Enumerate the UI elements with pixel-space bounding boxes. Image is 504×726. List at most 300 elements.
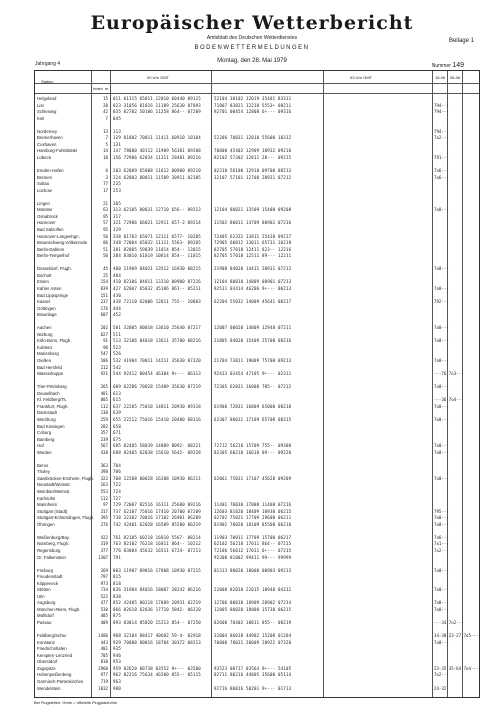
table-row xyxy=(35,502,479,508)
table-row xyxy=(35,607,479,613)
station-name: Mannheim xyxy=(37,502,58,508)
table-row xyxy=(35,430,479,436)
obs-extra: 24-32 xyxy=(434,685,447,691)
station-name: Bremen xyxy=(37,174,53,180)
station-height: 96 xyxy=(103,344,108,350)
table-row xyxy=(35,496,479,502)
table-row xyxy=(35,476,479,482)
obs-00: 929 70000 80016 18704 30372 08213 xyxy=(113,639,201,645)
table-row xyxy=(35,253,479,259)
obs-03: 12805 80020 18808 15730 06215 xyxy=(214,606,292,612)
station-name: Wasserkuppe xyxy=(37,371,64,377)
station-name: Klippeneck xyxy=(37,580,59,586)
obs-00: 671 xyxy=(113,430,121,436)
station-height: 443 xyxy=(100,639,108,645)
header-station: Station xyxy=(41,79,54,84)
station-name: Freudenstadt xyxy=(37,574,63,580)
table-row xyxy=(35,266,479,272)
report-date: Montag, den 28. Mai 1979 xyxy=(217,58,287,64)
table-row xyxy=(35,659,479,665)
obs-00: 430 xyxy=(113,292,121,298)
table-row xyxy=(35,299,479,305)
station-name: Bamberg xyxy=(37,436,55,442)
table-row xyxy=(35,293,479,299)
obs-00: 203 62009 65008 11612 00900 09210 xyxy=(113,168,201,174)
header-06-06: 06-06 xyxy=(450,75,461,80)
obs-extra: 7o0--- xyxy=(434,266,449,272)
obs-03: 82102 57302 12811 28--- 09215 xyxy=(214,154,292,160)
station-height: 259 xyxy=(100,416,108,422)
obs-00: 706 xyxy=(113,469,121,475)
station-name: Garmisch-Partenkirchen xyxy=(37,678,84,684)
station-height: 130 xyxy=(100,410,108,416)
table-row xyxy=(35,240,479,246)
station-height: 401 xyxy=(100,646,108,652)
obs-00: 305 xyxy=(113,200,121,206)
table-row xyxy=(35,653,479,659)
station-name: Tholey xyxy=(37,469,50,475)
obs-00: 404 xyxy=(113,272,121,278)
station-height: 42 xyxy=(103,109,108,115)
station-height: 405 xyxy=(100,613,108,619)
table-row xyxy=(35,437,479,443)
station-height: 409 xyxy=(100,620,108,625)
station-height: 607 xyxy=(100,312,108,318)
station-name: Zugspitze xyxy=(37,665,56,671)
station-name: Würzburg xyxy=(37,416,56,422)
obs-03: 82305 60218 16610 89--- 09220 xyxy=(214,449,292,455)
station-name: Oberstdorf xyxy=(37,659,58,665)
table-row xyxy=(35,541,479,547)
station-height: 20 xyxy=(103,102,108,108)
header-divider xyxy=(35,93,479,94)
station-height: 186 xyxy=(100,358,108,363)
obs-extra: 7o0--- xyxy=(434,600,449,606)
station-height: 86 xyxy=(103,240,108,246)
obs-03: 11903 70011 17709 15700 06217 xyxy=(214,534,292,540)
station-name: Hohenpeißenberg xyxy=(37,672,72,678)
obs-00: 156 72906 62034 11311 28401 09216 xyxy=(113,154,201,160)
header-group-03: 03 Uhr GMT xyxy=(350,75,373,80)
station-name: Frankfurt, Flugh. xyxy=(37,403,69,409)
header-18-06: 18-06 xyxy=(435,75,446,80)
obs-03: 12104 80021 13509 15400 09208 xyxy=(214,207,292,213)
table-row xyxy=(35,135,479,141)
obs-03: 11502 80011 14709 80902 07216 xyxy=(214,220,292,226)
obs-03: 11401 70030 17008 11400 07216 xyxy=(214,502,292,508)
station-height: 18 xyxy=(103,154,108,160)
station-name: Gr. Falkenstein xyxy=(37,554,66,560)
table-row xyxy=(35,188,479,194)
station-height: 63 xyxy=(103,207,108,213)
subtitle: Amtsblatt des Deutschen Wetterdienstes xyxy=(206,35,298,41)
footnote: Bei Flugstellen: Hohe = offizielle Flugplatzhöhe xyxy=(34,700,118,705)
station-name: Schleswig xyxy=(37,109,57,115)
obs-00: 727 xyxy=(113,495,121,501)
station-name: Darmstadt xyxy=(37,410,57,416)
obs-00: 866 82610 62036 17710 5842- 06220 xyxy=(113,606,201,612)
table-row xyxy=(35,548,479,554)
obs-extra: 791--- xyxy=(434,154,449,160)
station-height: 921 xyxy=(100,371,108,377)
obs-00: 513 32106 84018 13611 35700 08216 xyxy=(113,338,201,344)
obs-00: 147 78000 40112 11909 56301 09208 xyxy=(113,148,201,154)
station-name: Weiden xyxy=(37,449,52,455)
obs-extra: 7o6--- xyxy=(434,168,449,174)
obs-03: 72905 60012 13011 65731 10218 xyxy=(214,240,292,246)
station-height: 797 xyxy=(100,574,108,580)
obs-03: 93523 00717 03564 9+--- 54105 xyxy=(214,665,292,671)
obs-extra: 794--- xyxy=(434,109,449,115)
station-name: Norderney xyxy=(37,128,58,134)
issue-number-label: Nummer xyxy=(431,63,451,69)
table-row xyxy=(35,535,479,541)
table-row xyxy=(35,162,479,168)
table-row xyxy=(35,155,479,161)
obs-00: 675 xyxy=(113,436,121,442)
station-height: 95 xyxy=(103,227,108,232)
obs-03: 12104 80010 14809 00901 07213 xyxy=(214,279,292,285)
station-name: Bremerhaven xyxy=(37,135,63,141)
table-row xyxy=(35,509,479,515)
station-height: 212 xyxy=(100,364,108,370)
station-name: Hof xyxy=(37,443,44,449)
station-height: 56 xyxy=(103,233,108,239)
obs-extra: 23-35 35-64 7o4--- xyxy=(434,665,479,671)
station-name: Trier-Petrisberg xyxy=(37,384,67,390)
obs-00: 815 xyxy=(113,574,121,580)
table-row xyxy=(35,129,479,135)
station-height: 734 xyxy=(100,587,108,593)
station-height: 422 xyxy=(100,534,108,540)
obs-00: 962 82316 75634 46500 855-- 05115 xyxy=(113,672,201,678)
table-row xyxy=(35,424,479,430)
station-height: 51 xyxy=(103,246,108,252)
table-row xyxy=(35,640,479,646)
table-row xyxy=(35,168,479,174)
table-row xyxy=(35,358,479,364)
obs-extra: 7o0--- xyxy=(434,384,449,390)
obs-00: 129 01802 70011 11411 60910 10104 xyxy=(113,135,201,141)
station-name: Weinbiet/Weinstr. xyxy=(37,489,71,494)
obs-00: 526 xyxy=(113,351,121,357)
station-height: 14 xyxy=(103,148,108,154)
obs-extra: 7o2--- xyxy=(434,547,449,553)
obs-extra: 7o0--- xyxy=(434,515,449,521)
station-height: 553 xyxy=(100,489,108,494)
station-name: Düsseldorf, Flugh. xyxy=(37,266,72,272)
table-row xyxy=(35,247,479,253)
table-row xyxy=(35,686,479,692)
station-height: 95 xyxy=(103,213,108,219)
station-name: Nürburg xyxy=(37,331,53,337)
station-height: 477 xyxy=(100,600,108,606)
station-height: 839 xyxy=(100,285,108,291)
table-row xyxy=(35,528,479,534)
table-row xyxy=(35,96,479,102)
station-name: Braunlage xyxy=(37,312,57,318)
obs-03: 72106 56012 17011 6+--- 07215 xyxy=(214,547,292,553)
station-name: Neustadt/Weinstr. xyxy=(37,482,71,488)
station-height: 2960 xyxy=(98,665,108,671)
obs-03: 82705 57018 12411 823-- 12216 xyxy=(214,246,292,252)
station-height: 57 xyxy=(103,220,108,226)
station-name: Osnabrück xyxy=(37,213,58,219)
obs-03: 81902 70020 18109 85500 06210 xyxy=(214,521,292,527)
station-height: 530 xyxy=(100,606,108,612)
station-height: 163 xyxy=(100,482,108,488)
station-name: Münster xyxy=(37,207,53,213)
obs-00: 724 xyxy=(113,489,121,494)
table-row xyxy=(35,410,479,416)
station-name: Kl. Feldberg/Ts. xyxy=(37,397,67,403)
table-row xyxy=(35,581,479,587)
station-height: 438 xyxy=(100,449,108,455)
table-row xyxy=(35,279,479,285)
station-height: 97 xyxy=(103,502,108,508)
obs-00: 959 02620 00738 03552 9+--- 03500 xyxy=(113,665,201,671)
station-height: 627 xyxy=(100,331,108,337)
station-name: Braunschweig-Völkenrode xyxy=(37,240,88,246)
obs-00: 980 xyxy=(113,685,121,691)
station-height: 176 xyxy=(100,305,108,311)
obs-00: 317 xyxy=(113,213,121,219)
table-row xyxy=(35,568,479,574)
issue-number-value: 149 xyxy=(452,62,464,69)
station-height: 522 xyxy=(100,593,108,599)
station-height: 719 xyxy=(100,678,108,684)
station-name: Karlsruhe xyxy=(37,495,56,501)
station-height: 154 xyxy=(100,279,108,285)
station-name: Gießen xyxy=(37,358,52,363)
table-row xyxy=(35,286,479,292)
obs-00: 609 62206 70028 15409 35630 07219 xyxy=(113,384,201,390)
obs-00: 761 82105 60218 16810 5567- 08214 xyxy=(113,534,201,540)
table-row xyxy=(35,679,479,685)
obs-00: 532 41904 70011 14211 35630 07320 xyxy=(113,358,201,363)
station-name: Augsburg xyxy=(37,600,56,606)
obs-00: 348 72004 65032 11111 5563- 09205 xyxy=(113,240,201,246)
obs-00: 637 22205 75018 14811 20930 09318 xyxy=(113,403,201,409)
obs-extra: 7o0--- xyxy=(434,606,449,612)
station-height: 15 xyxy=(103,96,108,101)
obs-00: 836 31904 84016 18007 28242 06216 xyxy=(113,587,201,593)
obs-extra: 34-38 23-27 7o5--- xyxy=(434,633,479,639)
table-row xyxy=(35,522,479,528)
table-row xyxy=(35,201,479,207)
station-name: Freiburg xyxy=(37,567,54,573)
obs-extra: 795--- xyxy=(434,508,449,514)
obs-extra: 7o6--- xyxy=(434,174,449,180)
station-height: 377 xyxy=(100,547,108,553)
station-height: 21 xyxy=(103,200,108,206)
table-row xyxy=(35,443,479,449)
obs-00: 542 xyxy=(113,364,121,370)
obs-00: 511 xyxy=(113,331,121,337)
station-height: 319 xyxy=(100,541,108,547)
station-name: Berlin-Tempelhof xyxy=(37,253,70,259)
table-row xyxy=(35,672,479,678)
station-name: Berus xyxy=(37,462,49,468)
station-name: Lingen xyxy=(37,200,50,206)
obs-03: 62307 80011 17109 65700 08315 xyxy=(214,416,292,422)
table-row xyxy=(35,371,479,377)
station-height: 7 xyxy=(105,135,108,141)
table-row xyxy=(35,338,479,344)
obs-00: 235 xyxy=(113,181,121,187)
station-name: List xyxy=(37,102,44,108)
obs-00: 544 92412 00454 46304 9+--- 06313 xyxy=(113,371,201,377)
station-height: 112 xyxy=(100,403,108,409)
obs-03: 52104 30102 12019 35401 83311 xyxy=(214,96,292,101)
station-name: Konstanz xyxy=(37,639,55,645)
table-row xyxy=(35,109,479,115)
table-row xyxy=(35,627,479,633)
obs-03: 32107 57101 12708 20931 07212 xyxy=(214,174,292,180)
obs-00: 791 xyxy=(113,554,121,560)
obs-03: 72305 62031 16008 785-- 07212 xyxy=(214,384,292,390)
station-height: 13 xyxy=(103,128,108,134)
obs-00: 838 xyxy=(113,593,121,599)
obs-00: 893 83014 85020 15213 854-- 07250 xyxy=(113,620,201,625)
station-name: Stuttgart (Stadt) xyxy=(37,508,68,514)
obs-00: 321 72906 66021 12911 657-2 09214 xyxy=(113,220,201,226)
table-row xyxy=(35,260,479,266)
station-height: 151 xyxy=(100,292,108,298)
table-row xyxy=(35,469,479,475)
obs-00: 224 62003 80011 11509 30911 02305 xyxy=(113,174,201,180)
table-row xyxy=(35,456,479,462)
obs-00: 452 xyxy=(113,312,121,318)
station-height: 6 xyxy=(105,168,108,174)
obs-03: 62204 55032 14009 45641 08217 xyxy=(214,299,292,305)
obs-00: 313 62105 80031 12710 656-- 09213 xyxy=(113,207,201,213)
table-row xyxy=(35,646,479,652)
station-height: 265 xyxy=(100,384,108,390)
station-name: Helgoland xyxy=(37,96,57,101)
station-height: 237 xyxy=(100,299,108,305)
station-height: 395 xyxy=(100,515,108,521)
obs-00: 639 xyxy=(113,410,121,416)
table-row xyxy=(35,378,479,384)
obs-extra: 7o0--- xyxy=(434,449,449,455)
station-name: Hannover-Langenhgn. xyxy=(37,233,80,239)
station-name: Bad Salzuflen xyxy=(37,227,64,232)
obs-extra: 7o0--- xyxy=(434,358,449,363)
obs-00: 737 62107 75016 17410 20700 07209 xyxy=(113,508,201,514)
obs-00: 113 xyxy=(113,128,121,134)
station-height: 398 xyxy=(100,469,108,475)
obs-03: 02310 56100 12910 09700 08213 xyxy=(214,168,292,174)
station-height: 50 xyxy=(103,253,108,259)
station-height: 3 xyxy=(105,174,108,180)
table-row xyxy=(35,312,479,318)
table-row xyxy=(35,561,479,567)
obs-00: 045 xyxy=(113,115,121,121)
station-name: Cuxhaven xyxy=(37,141,57,147)
obs-00: 729 72007 82516 16111 25600 09216 xyxy=(113,502,201,508)
page-title: Europäischer Wetterbericht xyxy=(90,12,414,34)
obs-extra: 7o2--- xyxy=(434,672,449,678)
obs-03: 70000 78031 20009 20922 07320 xyxy=(214,639,292,645)
station-height: 322 xyxy=(100,475,108,481)
obs-03: 62702 75021 17709 29600 06211 xyxy=(214,515,292,521)
table-row xyxy=(35,365,479,371)
station-height: 276 xyxy=(100,521,108,527)
obs-00: 384 83010 61019 10814 854-- 11015 xyxy=(113,253,201,259)
obs-extra: 7o0--- xyxy=(434,587,449,593)
station-name: Marienberg xyxy=(37,351,59,357)
obs-03: 92716 80016 50201 9+--- 01713 xyxy=(214,685,292,691)
obs-00: 852 42405 80218 17809 20931 02219 xyxy=(113,600,201,606)
station-name: Bocholt xyxy=(37,272,52,278)
table-row xyxy=(35,181,479,187)
obs-extra: 7o0--- xyxy=(434,521,449,527)
obs-03: 01313 80020 18008 00903 09213 xyxy=(214,567,292,573)
header-divider xyxy=(35,83,479,84)
obs-extra: 792--- xyxy=(434,299,449,305)
obs-03: 12603 81020 18409 10930 06215 xyxy=(214,508,292,514)
obs-00: 875 xyxy=(113,613,121,619)
station-name: Koblenz xyxy=(37,344,53,350)
table-row xyxy=(35,555,479,561)
table-row xyxy=(35,404,479,410)
station-name: Köln-Bonn, Flugh. xyxy=(37,338,72,344)
table-row xyxy=(35,482,479,488)
header-index: Index xyxy=(93,86,103,91)
obs-extra: ---34 7o2--- xyxy=(434,620,464,625)
station-name: Kahler Asten xyxy=(37,285,62,291)
obs-extra: 7o0--- xyxy=(434,639,449,645)
issue-number xyxy=(432,62,464,69)
obs-extra: ---36 7o4--- xyxy=(434,397,464,403)
obs-00: 400 11909 84021 13512 16930 08215 xyxy=(113,266,201,272)
station-name: Kassel xyxy=(37,299,50,305)
obs-00: 253 xyxy=(113,187,121,193)
obs-03: 82705 57018 12511 89--- 12211 xyxy=(214,253,292,259)
table-row xyxy=(35,122,479,128)
station-name: Mühldorf xyxy=(37,613,54,619)
obs-00: 708 12208 80028 16208 10930 06211 xyxy=(113,475,201,481)
obs-extra: 7o2--- xyxy=(434,135,449,141)
station-name: Ulm xyxy=(37,593,45,599)
table-row xyxy=(35,306,479,312)
table-row xyxy=(35,397,479,403)
obs-extra: 7o0--- xyxy=(434,475,449,481)
obs-00: 803 11907 89016 17808 10930 07215 xyxy=(113,567,201,573)
obs-00: 688 82405 62038 15610 5642- 09228 xyxy=(113,449,201,455)
obs-00: 742 42401 62028 16509 85500 06219 xyxy=(113,521,201,527)
obs-00: 035 82702 50106 11258 864-- 07209 xyxy=(113,109,201,115)
station-name: Wendelstein xyxy=(37,685,61,691)
station-name: Nürnberg, Flugh. xyxy=(37,541,70,547)
obs-extra: ---76 7o3--- xyxy=(434,371,464,377)
obs-03: 22008 82010 22015 10940 04212 xyxy=(214,587,292,593)
table-row xyxy=(35,194,479,200)
table-row xyxy=(35,600,479,606)
station-name: Hamburg-Fuhlsbüttel xyxy=(37,148,78,154)
obs-03: 92511 03414 46206 9+--- 06213 xyxy=(214,285,292,291)
jahrgang-label: Jahrgang 4 xyxy=(35,61,61,67)
obs-03: 82711 80216 44805 35600 05114 xyxy=(214,672,292,678)
obs-extra: 7o6--- xyxy=(434,534,449,540)
header-height: m xyxy=(105,86,109,91)
station-height: 91 xyxy=(103,338,108,344)
obs-03: 21908 84020 14411 20931 07213 xyxy=(214,266,292,272)
station-name: Emden-Hafen xyxy=(37,168,64,174)
station-name: Bad Lippspringe xyxy=(37,292,69,298)
station-height: 5 xyxy=(105,141,108,147)
